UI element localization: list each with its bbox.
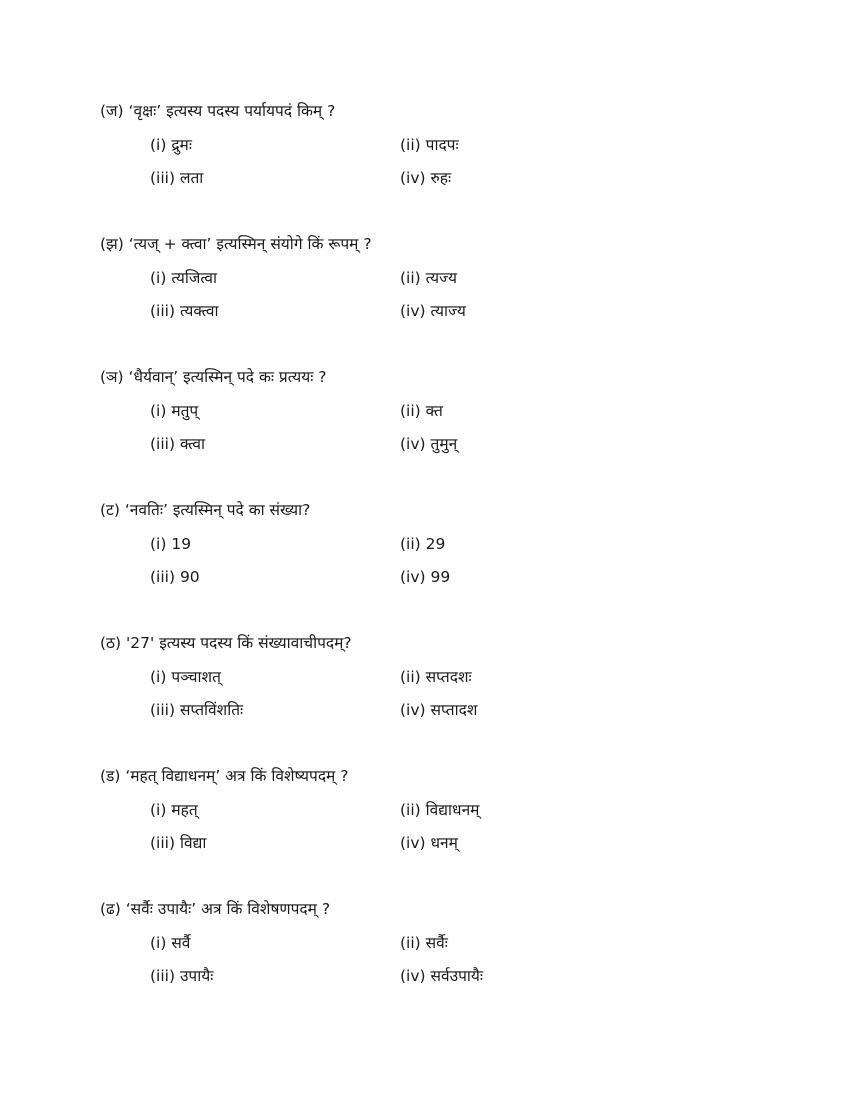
option-ii: (ii) त्यज्य [400, 269, 457, 287]
option-iii: (iii) सप्तविंशतिः [150, 701, 244, 719]
option-iv: (iv) त्याज्य [400, 302, 466, 320]
option-ii: (ii) पादपः [400, 136, 459, 154]
question-text: (ड) ‘महत् विद्याधनम्’ अत्र किं विशेष्यपदम् ? [100, 767, 349, 785]
option-i: (i) पञ्चाशत् [150, 668, 221, 686]
question-text: (ठ) '27' इत्यस्य पदस्य किं संख्यावाचीपदम्? [100, 634, 352, 652]
option-ii: (ii) विद्याधनम् [400, 801, 480, 819]
option-i: (i) द्रुमः [150, 136, 192, 154]
option-i: (i) सर्वै [150, 934, 191, 952]
option-ii: (ii) 29 [400, 535, 446, 553]
option-iii: (iii) 90 [150, 568, 200, 586]
option-iii: (iii) लता [150, 169, 204, 187]
option-i: (i) महत् [150, 801, 198, 819]
option-ii: (ii) सप्तदशः [400, 668, 472, 686]
option-i: (i) 19 [150, 535, 192, 553]
option-iv: (iv) तुमुन् [400, 435, 458, 453]
option-iii: (iii) क्त्वा [150, 435, 205, 453]
question-text: (ट) ‘नवतिः’ इत्यस्मिन् पदे का संख्या? [100, 501, 311, 519]
option-i: (i) मतुप् [150, 402, 199, 420]
option-iii: (iii) विद्या [150, 834, 207, 852]
option-i: (i) त्यजित्वा [150, 269, 218, 287]
question-text: (ञ) ‘धैर्यवान्’ इत्यस्मिन् पदे कः प्रत्ययः ? [100, 368, 327, 386]
option-ii: (ii) सर्वैः [400, 934, 448, 952]
option-ii: (ii) क्त [400, 402, 443, 420]
option-iii: (iii) त्यक्त्वा [150, 302, 219, 320]
question-text: (झ) ‘त्यज् + क्त्वा’ इत्यस्मिन् संयोगे किं रूपम् ? [100, 235, 372, 253]
option-iv: (iv) सप्तादश [400, 701, 478, 719]
option-iii: (iii) उपायैः [150, 967, 214, 985]
option-iv: (iv) सर्वउपायैः [400, 967, 484, 985]
question-text: (ढ) ‘सर्वैः उपायैः’ अत्र किं विशेषणपदम् ? [100, 900, 331, 918]
question-text: (ज) ‘वृक्षः’ इत्यस्य पदस्य पर्यायपदं किम् ? [100, 102, 336, 120]
option-iv: (iv) रुहः [400, 169, 452, 187]
option-iv: (iv) धनम् [400, 834, 458, 852]
option-iv: (iv) 99 [400, 568, 451, 586]
